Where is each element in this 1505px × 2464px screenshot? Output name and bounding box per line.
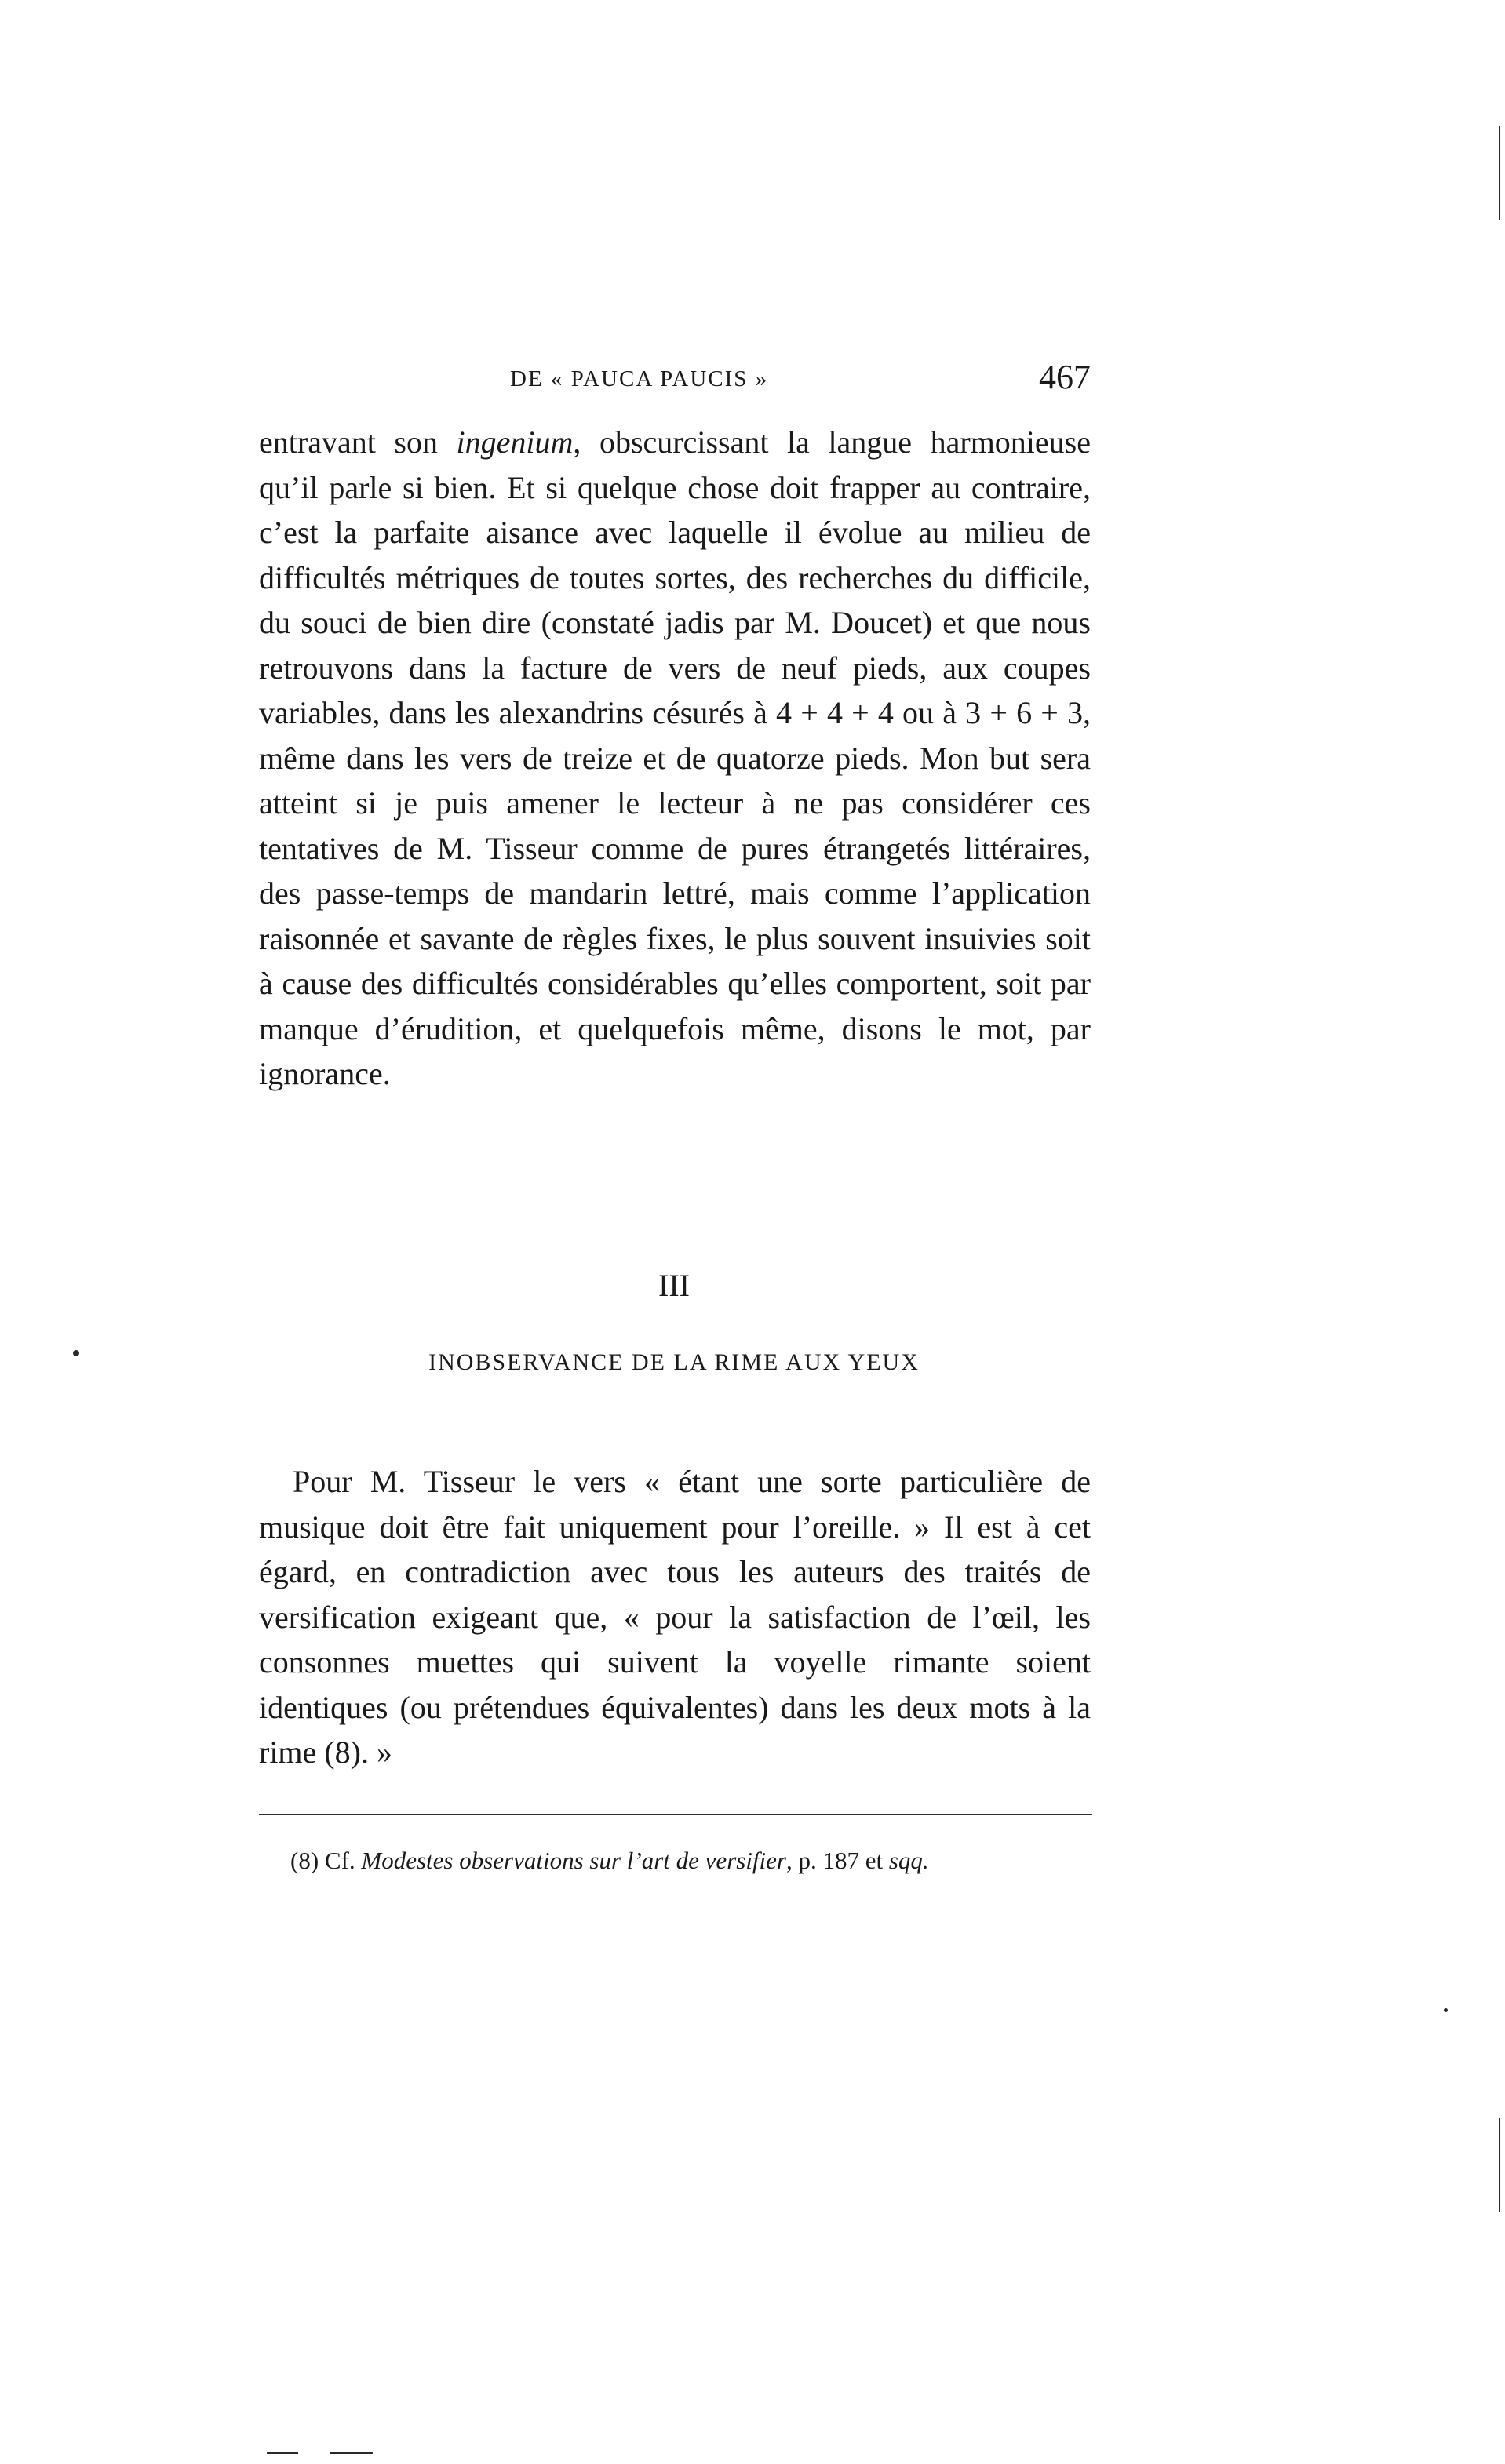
footnote-marker: (8) Cf. — [290, 1847, 362, 1874]
scan-mark-dot-left — [73, 1350, 79, 1356]
scan-mark-right-bottom — [1499, 2118, 1500, 2212]
paragraph-1-rest: , obscurcissant la langue harmonieuse qu’il parle si bien. Et si quelque chose doit frapper au contraire, c’est la parfaite aisance avec laquelle il évolue au milieu de difficultés métriques de toutes sortes, des recherches du difficile, du souci de bien dire (constaté jadis par M. Doucet) et que nous retrouvons dans la facture de vers de neuf pieds, aux coupes variables, dans les alexandrins césurés à 4 + 4 + 4 ou à 3 + 6 + 3, même dans les vers de treize et de quatorze pieds. Mon but sera atteint si je puis amener le lecteur à ne pas considérer ces tentatives de M. Tisseur comme de pures étrangetés littéraires, des passe-temps de mandarin lettré, mais comme l’application raisonnée et savante de règles fixes, le plus souvent insuivies soit à cause des difficultés considérables qu’elles comportent, soit par manque d’érudition, et quelquefois même, disons le mot, par ignorance. — [259, 424, 1091, 1091]
footnote-italic-sqq: sqq. — [888, 1847, 929, 1874]
footnote-page-ref: , p. 187 et — [785, 1847, 889, 1874]
paragraph-1-lead: entravant son — [259, 424, 457, 460]
scan-mark-bottom-dash-2 — [330, 2452, 373, 2454]
section-numeral: III — [658, 1268, 690, 1303]
paragraph-1 — [259, 420, 1091, 1097]
page-number: 467 — [1039, 358, 1091, 396]
body-text — [259, 420, 1091, 1097]
running-title: DE « PAUCA PAUCIS » — [510, 366, 769, 391]
paragraph-1-italic-word: ingenium — [456, 424, 574, 460]
section-paragraph: Pour M. Tisseur le vers « étant une sorte particulière de musique doit être fait uniquement pour l’oreille. » Il est à cet égard, en contradiction avec tous les auteurs des traités de versification exigeant que, « pour la satisfaction de l’œil, les consonnes muettes qui suivent la voyelle rimante soient identiques (ou prétendues équivalentes) dans les deux mots à la rime (8). » — [259, 1464, 1091, 1770]
scan-mark-bottom-dash-1 — [267, 2452, 298, 2454]
footnote — [290, 1843, 1091, 1878]
footnote-rule — [259, 1814, 1092, 1815]
section-title: INOBSERVANCE DE LA RIME AUX YEUX — [428, 1349, 920, 1375]
scan-mark-right-top — [1499, 126, 1500, 220]
scan-mark-dot-right — [1444, 2008, 1448, 2012]
footnote-italic-title: Modestes observations sur l’art de versifier — [361, 1847, 786, 1874]
section-body — [259, 1459, 1091, 1775]
running-head — [259, 357, 1091, 404]
